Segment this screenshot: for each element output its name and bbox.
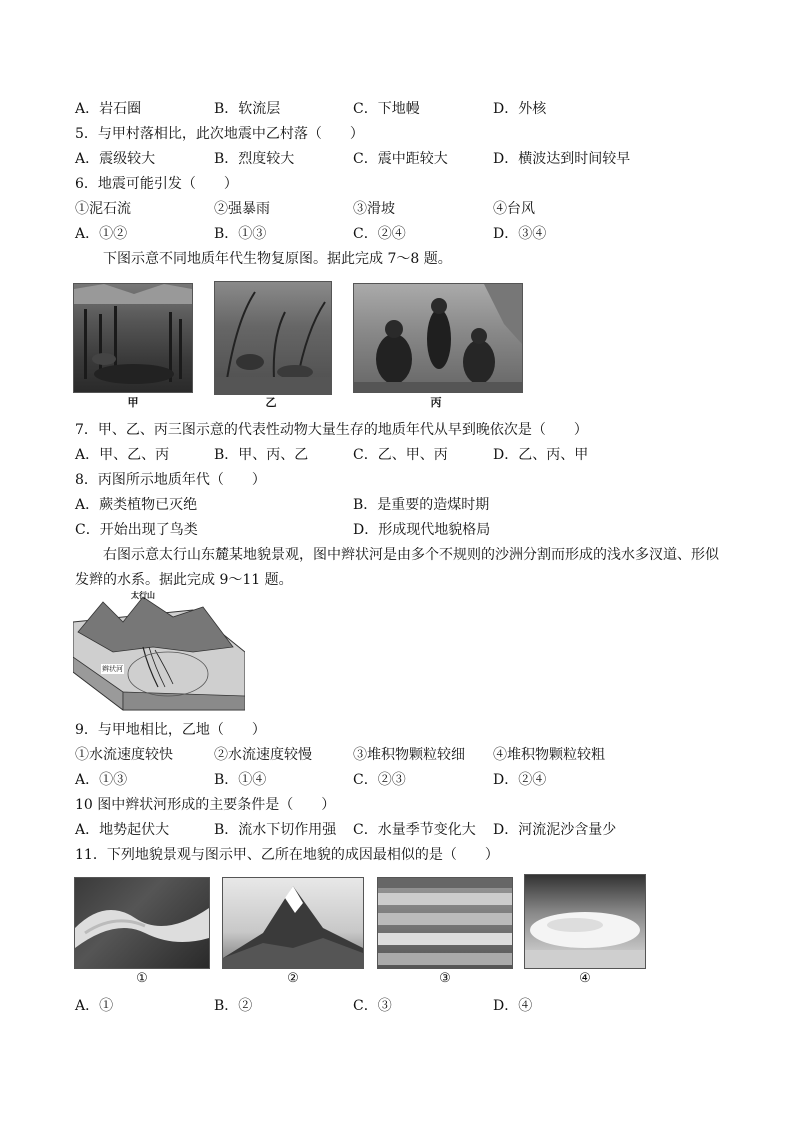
- q6-option-a: A．①②: [75, 226, 128, 242]
- q5-stem: 5．与甲村落相比，此次地震中乙村落（ ）: [75, 126, 364, 142]
- figure-11-3-image: [377, 877, 513, 969]
- q4-option-a: A．岩石圈: [75, 101, 142, 117]
- q11-option-d: D．④: [493, 998, 533, 1014]
- figure-jia-image: [73, 283, 193, 393]
- q9-option-d: D．②④: [493, 772, 547, 788]
- intro-7-8: 下图示意不同地质年代生物复原图。据此完成 7～8 题。: [103, 251, 452, 267]
- q9-option-a: A．①③: [75, 772, 128, 788]
- q9-option-b: B．①④: [214, 772, 267, 788]
- q10-option-b: B．流水下切作用强: [214, 822, 337, 838]
- q9-item-3: ③堆积物颗粒较细: [353, 747, 465, 763]
- figure-bing-image: [353, 283, 523, 393]
- figure-11-4-image: [524, 874, 646, 969]
- q9-item-1: ①水流速度较快: [75, 747, 173, 763]
- q6-option-b: B．①③: [214, 226, 267, 242]
- figure-yi-image: [214, 281, 332, 395]
- figure-label-bing: 丙: [430, 396, 442, 409]
- q8-option-d: D．形成现代地貌格局: [353, 522, 491, 538]
- intro-9-11-line1: 右图示意太行山东麓某地貌景观，图中辫状河是由多个不规则的沙洲分割而形成的浅水多汊道、形似: [103, 547, 719, 563]
- q8-option-c: C．开始出现了鸟类: [75, 522, 198, 538]
- q8-option-b: B．是重要的造煤时期: [353, 497, 490, 513]
- figure-11-2-image: [222, 877, 364, 969]
- figure-11-1-image: [74, 877, 210, 969]
- q6-stem: 6．地震可能引发（ ）: [75, 176, 238, 192]
- figure-label-jia: 甲: [127, 396, 139, 409]
- q9-item-2: ②水流速度较慢: [214, 747, 312, 763]
- q5-option-c: C．震中距较大: [353, 151, 448, 167]
- q9-option-c: C．②③: [353, 772, 406, 788]
- label-taihangshan: 太行山: [131, 590, 155, 600]
- figure-label-yi: 乙: [265, 396, 277, 409]
- figure-11-label-2: ②: [287, 971, 299, 986]
- label-braided-river: 辫状河: [102, 665, 123, 673]
- intro-9-11-line2: 发辫的水系。据此完成 9～11 题。: [75, 572, 293, 588]
- q5-option-b: B．烈度较大: [214, 151, 295, 167]
- q10-option-d: D．河流泥沙含量少: [493, 822, 617, 838]
- q6-item-4: ④台风: [493, 201, 535, 217]
- q8-stem: 8．丙图所示地质年代（ ）: [75, 472, 266, 488]
- q6-option-d: D．③④: [493, 226, 547, 242]
- q11-option-c: C．③: [353, 998, 392, 1014]
- q11-stem: 11．下列地貌景观与图示甲、乙所在地貌的成因最相似的是（ ）: [75, 847, 499, 863]
- q7-option-c: C．乙、甲、丙: [353, 447, 448, 463]
- q7-stem: 7．甲、乙、丙三图示意的代表性动物大量生存的地质年代从早到晚依次是（ ）: [75, 422, 588, 438]
- q6-item-3: ③滑坡: [353, 201, 395, 217]
- q7-option-a: A．甲、乙、丙: [75, 447, 170, 463]
- q10-option-a: A．地势起伏大: [75, 822, 170, 838]
- q4-option-c: C．下地幔: [353, 101, 420, 117]
- q8-option-a: A．蕨类植物已灭绝: [75, 497, 198, 513]
- q7-option-b: B．甲、丙、乙: [214, 447, 309, 463]
- q7-option-d: D．乙、丙、甲: [493, 447, 589, 463]
- q5-option-a: A．震级较大: [75, 151, 156, 167]
- q11-option-b: B．②: [214, 998, 253, 1014]
- q10-stem: 10 图中辫状河形成的主要条件是（ ）: [75, 797, 336, 813]
- q6-item-1: ①泥石流: [75, 201, 131, 217]
- q6-item-2: ②强暴雨: [214, 201, 270, 217]
- q9-stem: 9．与甲地相比，乙地（ ）: [75, 722, 266, 738]
- figure-11-label-1: ①: [136, 971, 148, 986]
- q5-option-d: D．横波达到时间较早: [493, 151, 631, 167]
- q9-item-4: ④堆积物颗粒较粗: [493, 747, 605, 763]
- q4-option-b: B．软流层: [214, 101, 281, 117]
- figure-11-label-3: ③: [439, 971, 451, 986]
- q4-option-d: D．外核: [493, 101, 547, 117]
- figure-11-label-4: ④: [579, 971, 591, 986]
- q6-option-c: C．②④: [353, 226, 406, 242]
- q10-option-c: C．水量季节变化大: [353, 822, 476, 838]
- figure-taihang-block-diagram: [73, 592, 245, 712]
- q11-option-a: A．①: [75, 998, 114, 1014]
